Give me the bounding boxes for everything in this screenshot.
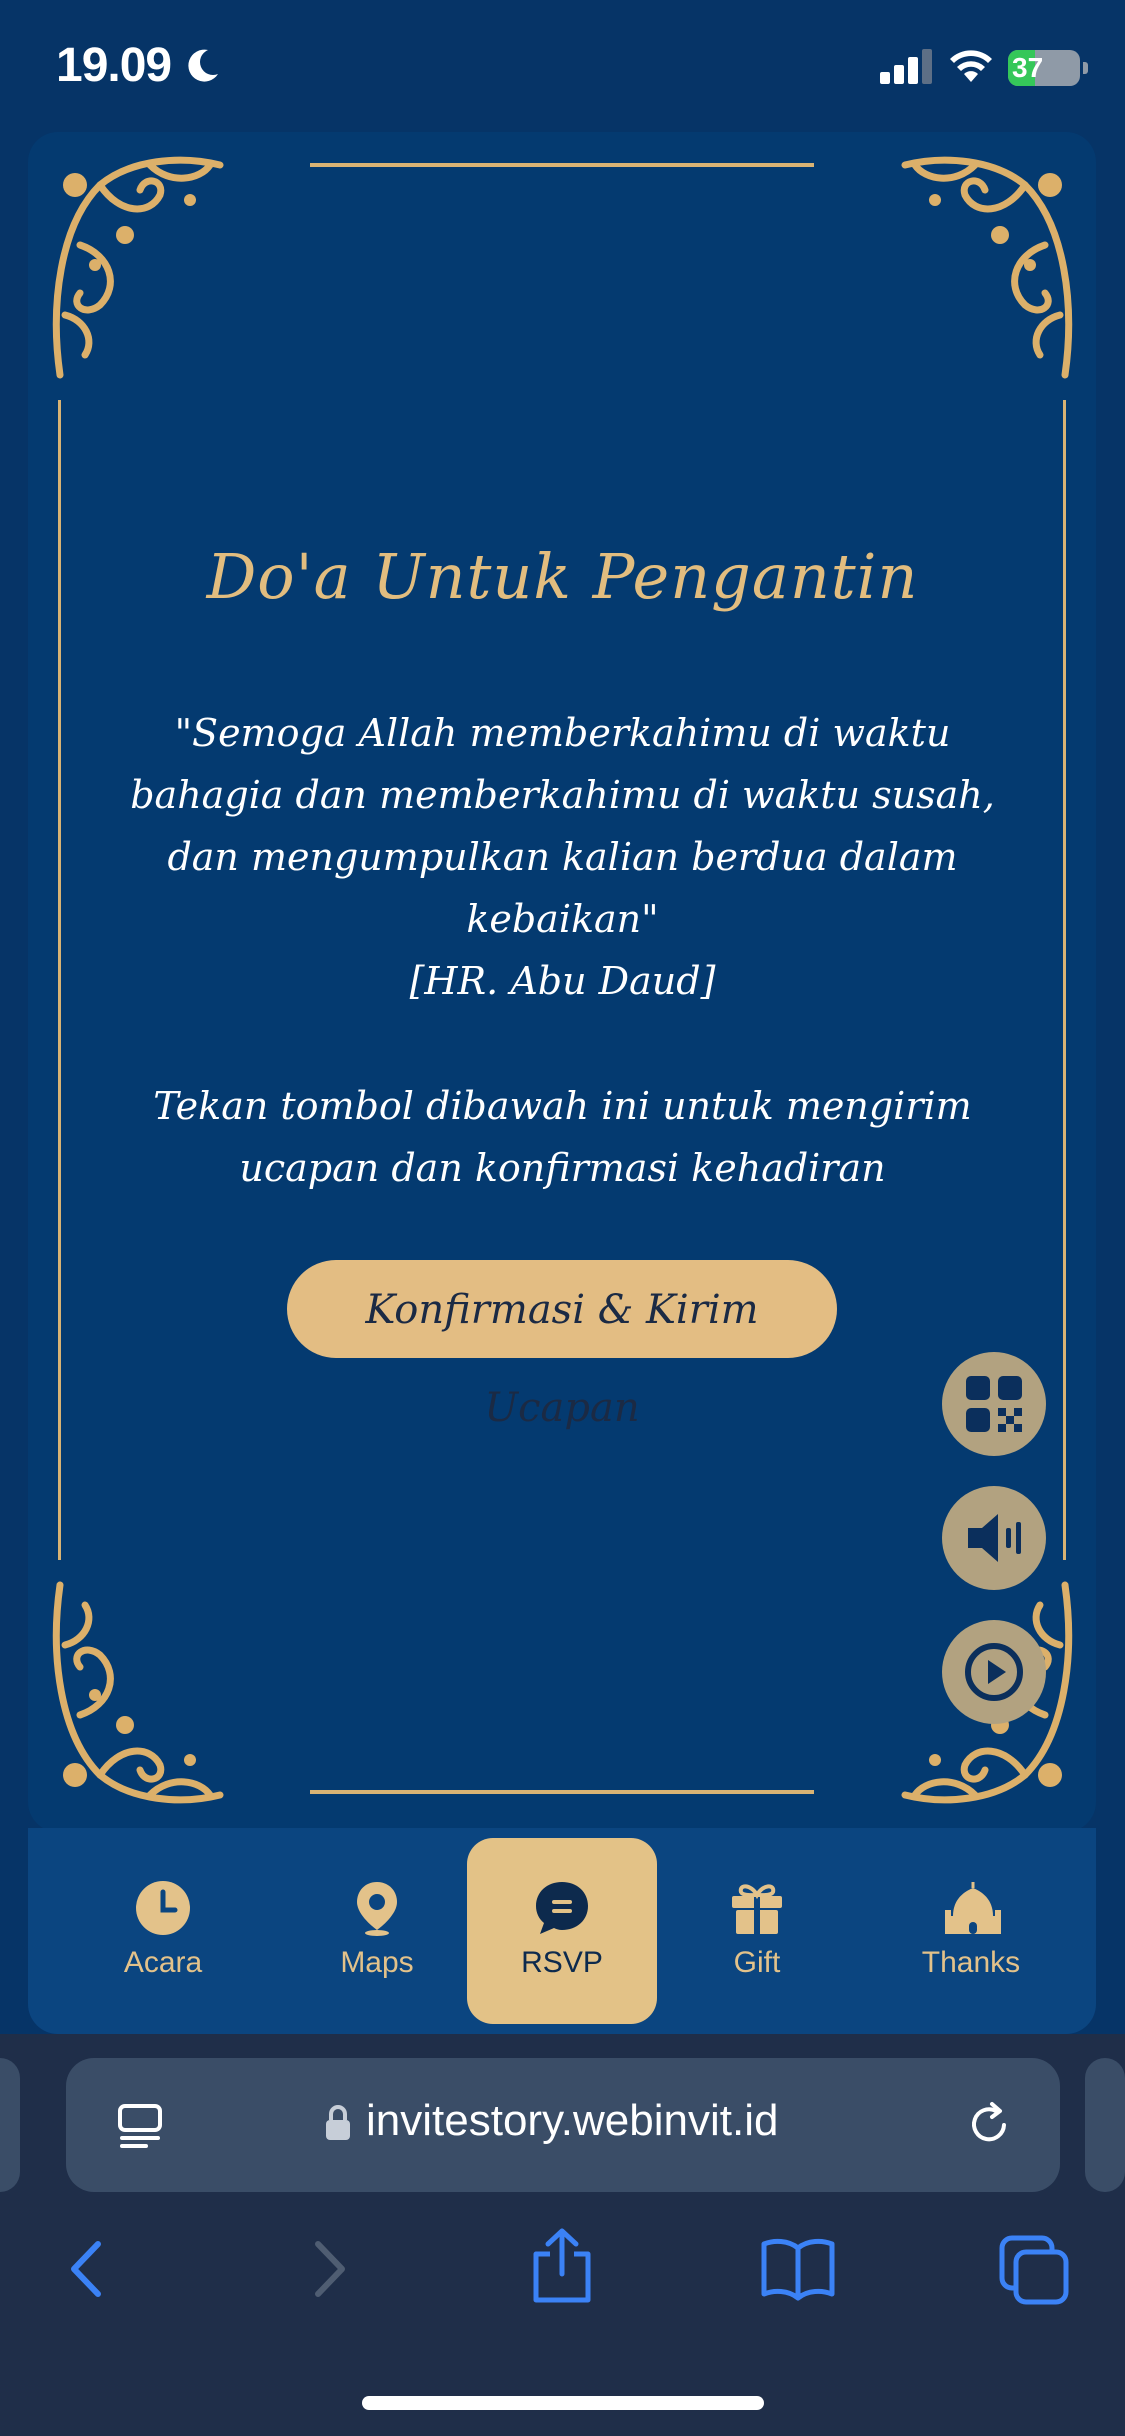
home-indicator [362,2396,764,2410]
reload-icon[interactable] [964,2100,1014,2150]
bottom-navigation [28,1828,1096,2034]
nav-item-acara[interactable] [68,1828,258,2034]
qr-code-button[interactable] [942,1352,1046,1456]
browser-chrome [0,2034,1125,2436]
map-pin-icon [349,1880,405,1936]
prayer-quote: "Semoga Allah memberkahimu di waktu bahagia dan memberkahimu di waktu susah, dan mengumpulkan kalian berdua dalam kebaikan" [130,711,995,941]
previous-tab-stub[interactable] [0,2058,20,2192]
speaker-icon [964,1508,1024,1568]
nav-item-rsvp[interactable] [467,1838,657,2024]
play-circle-icon [964,1642,1024,1702]
signal-icon [880,48,934,84]
gift-icon [729,1880,785,1936]
autoplay-button[interactable] [942,1620,1046,1724]
sound-toggle-button[interactable] [942,1486,1046,1590]
nav-label: RSVP [521,1946,603,1979]
nav-item-gift[interactable] [662,1828,852,2034]
share-icon[interactable] [530,2228,594,2304]
ornament-top-right [835,145,1085,395]
section-title: Do'a Untuk Pengantin [206,540,919,613]
battery-level: 37 [1012,52,1044,83]
ornament-bottom-left [40,1565,290,1815]
rsvp-instruction: Tekan tombol dibawah ini untuk mengirim ucapan dan konfirmasi kehadiran [153,1084,972,1190]
battery-indicator [1008,50,1080,86]
address-bar[interactable] [66,2058,1060,2192]
status-time: 19.09 [56,39,172,92]
qr-code-icon [964,1374,1024,1434]
mosque-icon [943,1880,1003,1936]
nav-label: Acara [123,1946,203,1979]
wifi-icon [948,46,994,84]
nav-label: Gift [733,1946,781,1979]
battery-cap [1083,62,1088,74]
tabs-icon[interactable] [998,2234,1070,2306]
nav-item-thanks[interactable] [876,1828,1066,2034]
forward-arrow-icon[interactable] [304,2234,354,2304]
confirm-send-wishes-button[interactable]: Konfirmasi & Kirim Ucapan [287,1260,837,1358]
bookmarks-icon[interactable] [760,2234,836,2304]
back-arrow-icon[interactable] [62,2234,112,2304]
nav-label: Maps [340,1946,414,1979]
next-tab-stub[interactable] [1085,2058,1125,2192]
chat-icon [534,1880,590,1936]
frame-top-line [310,163,814,167]
prayer-source: [HR. Abu Daud] [409,959,716,1003]
nav-label: Thanks [921,1946,1021,1979]
ornament-top-left [40,145,290,395]
nav-item-maps[interactable] [282,1828,472,2034]
lock-icon [324,2102,352,2142]
clock-icon [135,1880,191,1936]
reader-mode-icon[interactable] [116,2102,164,2150]
frame-bottom-line [310,1790,814,1794]
status-bar [0,0,1125,130]
moon-icon [182,46,222,86]
url-text: invitestory.webinvit.id [366,2096,779,2145]
